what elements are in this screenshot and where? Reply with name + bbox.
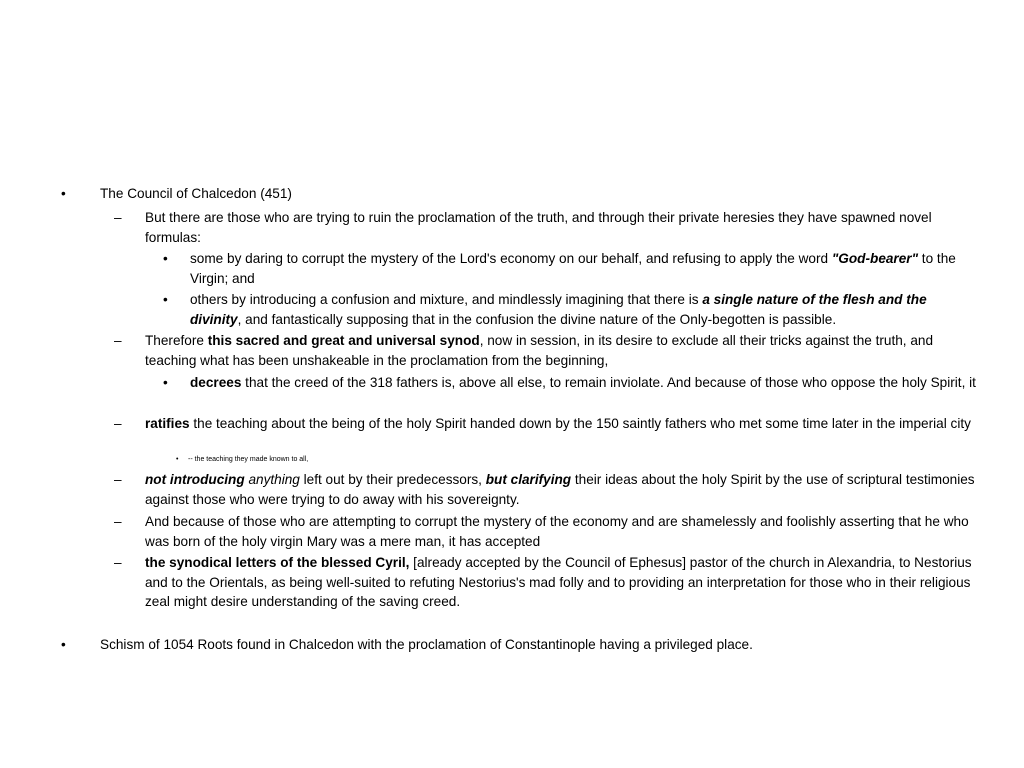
text-bold: ratifies — [145, 416, 190, 431]
text-bold-italic: but clarifying — [485, 472, 572, 487]
text-bold: this sacred and great and universal synod — [207, 333, 480, 348]
text: , and fantastically supposing that in the confusion the divine nature of the Only-begotten is passible. — [237, 311, 837, 327]
text: their ideas about the holy Spirit by the use of scriptural testimonies against those who were trying to do away with his sovereignty. — [145, 472, 975, 507]
text: , now in session, in its desire to exclude all their tricks against the truth, and teaching what has been unshakeable in the proclamation from the beginning, — [145, 333, 934, 368]
text-italic: anything — [248, 472, 300, 487]
sub-bullet-not-introducing — [145, 470, 975, 509]
text: left out by their predecessors, — [299, 472, 486, 487]
sub-bullet-ratifies — [145, 414, 975, 434]
bullet-marker: • — [61, 186, 66, 201]
text-bold-italic: not introducing — [145, 472, 245, 487]
text: the teaching about the being of the holy Spirit handed down by the 150 saintly fathers who met some time later in the imperial city — [189, 416, 971, 431]
text: -- the teaching they made known to all, — [188, 456, 309, 463]
text-bold-italic: "God-bearer" — [831, 251, 919, 266]
dash-marker: – — [114, 333, 122, 348]
text: to the Virgin; and — [190, 251, 956, 286]
bullet-marker: • — [176, 456, 179, 463]
bullet-marker: • — [61, 637, 66, 652]
text: some by daring to corrupt the mystery of the Lord's economy on our behalf, and refusing to apply the word — [190, 251, 832, 266]
sub-bullet-cyril-letters — [145, 553, 975, 612]
bullet-marker: • — [163, 251, 168, 266]
sub-bullet-synod — [145, 331, 975, 370]
text: The Council of Chalcedon (451) — [100, 186, 292, 201]
bullet-council-of-chalcedon — [100, 184, 980, 204]
bullet-marker: • — [163, 292, 168, 307]
dash-marker: – — [114, 472, 122, 487]
text: But there are those who are trying to ruin the proclamation of the truth, and through their private heresies they have spawned novel formulas: — [145, 210, 932, 245]
text: And because of those who are attempting to corrupt the mystery of the economy and are shamelessly and foolishly asserting that he who was born of the holy virgin Mary was a mere man, it has accepted — [145, 514, 969, 549]
text: that the creed of the 318 fathers is, above all else, to remain inviolate. And because of those who oppose the holy Spirit, it — [241, 375, 976, 390]
bullet-schism-1054 — [100, 635, 980, 655]
sub-sub-bullet-decrees — [190, 373, 980, 393]
text: others by introducing a confusion and mixture, and mindlessly imagining that there is — [190, 292, 703, 307]
text: Schism of 1054 Roots found in Chalcedon with the proclamation of Constantinople having a privileged place. — [100, 637, 753, 652]
text-bold: the synodical letters of the blessed Cyril, — [145, 555, 410, 570]
dash-marker: – — [114, 555, 122, 570]
text-bold-italic: a single nature of the flesh and the divinity — [190, 292, 927, 327]
text: Therefore — [145, 333, 208, 348]
text-bold: decrees — [190, 375, 242, 390]
dash-marker: – — [114, 514, 122, 529]
sub-sub-bullet-single-nature — [190, 290, 980, 329]
sub-sub-bullet-god-bearer — [190, 249, 980, 288]
dash-marker: – — [114, 416, 122, 431]
sub-sub-bullet-teaching-known — [188, 455, 978, 465]
dash-marker: – — [114, 210, 122, 225]
bullet-marker: • — [163, 375, 168, 390]
sub-bullet-heresies — [145, 208, 975, 247]
text: [already accepted by the Council of Ephesus] pastor of the church in Alexandria, to Nestorius and to the Orientals, as being well-suited to refuting Nestorius's mad folly and to providing an interpretation for those who in their religious zeal might desire understanding of the saving creed. — [145, 555, 972, 609]
sub-bullet-mere-man — [145, 512, 975, 551]
